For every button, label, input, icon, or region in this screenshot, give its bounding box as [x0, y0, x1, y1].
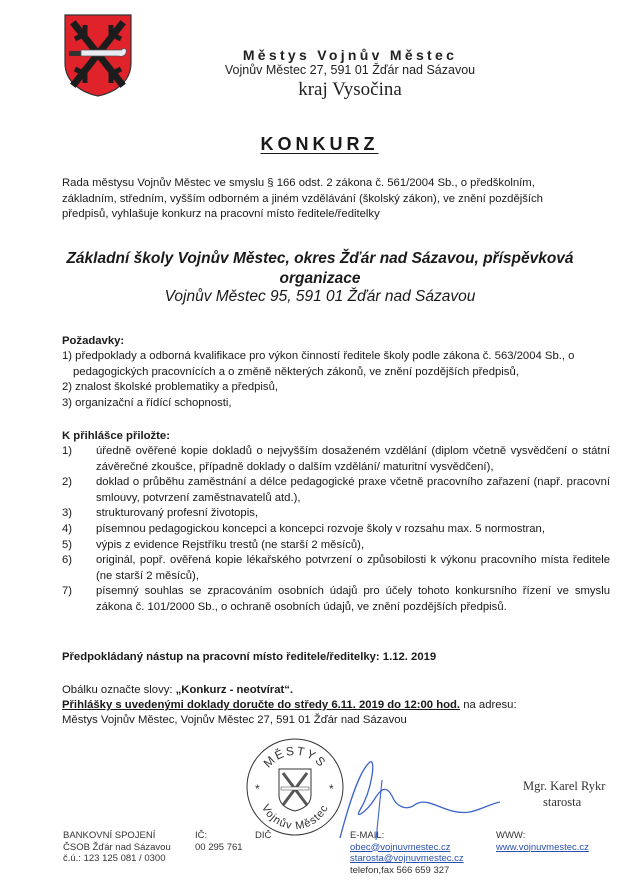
email-link-starosta[interactable]: starosta@vojnuvmestec.cz — [350, 853, 464, 864]
region-name: kraj Vysočina — [298, 79, 402, 100]
requirement-item: 1) předpoklady a odborná kvalifikace pro výkon činností ředitele školy podle zákona č. 563/2004 Sb., o pedagogických pracovnících a o změně některých zákonů, ve znění pozdějších předpisů, — [62, 350, 575, 378]
attachments-list — [62, 444, 610, 616]
phone-fax: telefon,fax 566 659 327 — [350, 864, 450, 876]
attachment-item: 3) strukturovaný profesní životopis, — [62, 507, 258, 520]
attachment-item: 5) výpis z evidence Rejstříku trestů (ne starší 2 měsíců), — [62, 538, 365, 551]
envelope-label: „Konkurz - neotvírat“. — [175, 684, 294, 696]
signature-icon — [330, 760, 510, 840]
attachment-item: 6) originál, popř. ověřená kopie lékařského potvrzení o způsobilosti k výkonu pracovního místa ředitele (ne starší 2 měsíců), — [62, 554, 610, 582]
svg-text:*: * — [255, 782, 260, 796]
attachment-item: 2) doklad o průběhu zaměstnání a délce pedagogické praxe včetně pracovního zařazení (např. pracovní smlouvy, potvrzení zaměstnavatelů atd.), — [62, 476, 610, 504]
footer-bank: BANKOVNÍ SPOJENÍ ČSOB Žďár nad Sázavou č.ú.: 123 125 081 / 0300 — [63, 830, 171, 864]
attachment-item: 7) písemný souhlas se zpracováním osobních údajů pro účely tohoto konkursního řízení ve smyslu zákona č. 101/2000 Sb., o ochraně osobních údajů, ve znění pozdějších předpisů. — [62, 585, 610, 613]
requirements-list — [62, 349, 622, 411]
delivery-instruction: Přihlášky s uvedenými doklady doručte do středy 6.11. 2019 do 12:00 hod. na adresu: — [62, 699, 517, 711]
footer-ic: IČ: 00 295 761 — [195, 830, 243, 853]
start-date: Předpokládaný nástup na pracovní místo ředitele/ředitelky: 1.12. 2019 — [62, 651, 437, 663]
attachment-item: 4) písemnou pedagogickou koncepci a koncepci rozvoje školy v rozsahu max. 5 normostran, — [62, 522, 545, 535]
requirement-item: 3) organizační a řídící schopnosti, — [62, 396, 232, 409]
document-title: KONKURZ — [260, 134, 379, 154]
email-link-obec[interactable]: obec@vojnuvmestec.cz — [350, 841, 451, 853]
intro-paragraph: Rada městysu Vojnův Městec ve smyslu § 166 odst. 2 zákona č. 561/2004 Sb., o předškolním, základním, středním, vyšším odborném a jiném vzdělávání (školský zákon), ve znění pozdějších předpisů, vyhlašuje konkurz na pracovní místo ředitele/ředitelky — [62, 177, 543, 221]
attachment-item: 1) úředně ověřené kopie dokladů o nejvyšším dosaženém vzdělání (diplom včetně vysvědčení o státní závěrečné zkoušce, případně doklady o dalším vzdělání/ maturitní vysvědčení), — [62, 445, 610, 473]
school-name: Základní školy Vojnův Městec, okres Žďár nad Sázavou, příspěvková organizace — [66, 250, 574, 287]
coat-of-arms-icon — [63, 13, 133, 97]
envelope-instruction: Obálku označte slovy: „Konkurz - neotvírat“. — [62, 684, 294, 696]
municipality-address: Vojnův Městec 27, 591 01 Žďár nad Sázavou — [224, 63, 476, 77]
mayor-name: Mgr. Karel Rykr — [523, 779, 606, 793]
requirements-heading: Požadavky: — [62, 335, 125, 347]
svg-text:MĚSTYS: MĚSTYS — [260, 743, 330, 771]
school-address: Vojnův Městec 95, 591 01 Žďár nad Sázavou — [164, 288, 476, 305]
delivery-address: Městys Vojnův Městec, Vojnův Městec 27, 591 01 Žďár nad Sázavou — [62, 714, 407, 726]
footer-email: E-MAIL: obec@vojnuvmestec.cz starosta@vojnuvmestec.cz telefon,fax 566 659 327 — [350, 830, 464, 876]
website-link[interactable]: www.vojnuvmestec.cz — [496, 841, 589, 853]
footer-dic: DIČ — [255, 830, 272, 841]
mayor-role: starosta — [543, 795, 582, 809]
svg-text:Vojnův Městec: Vojnův Městec — [258, 802, 332, 833]
attachments-heading: K přihlášce přiložte: — [62, 430, 170, 442]
footer-www: WWW: www.vojnuvmestec.cz — [496, 830, 589, 853]
requirement-item: 2) znalost školské problematiky a předpisů, — [62, 381, 278, 394]
svg-text:*: * — [329, 782, 334, 796]
delivery-deadline: Přihlášky s uvedenými doklady doručte do středy 6.11. 2019 do 12:00 hod. — [62, 699, 461, 711]
municipality-name: Městys Vojnův Městec — [242, 47, 458, 63]
